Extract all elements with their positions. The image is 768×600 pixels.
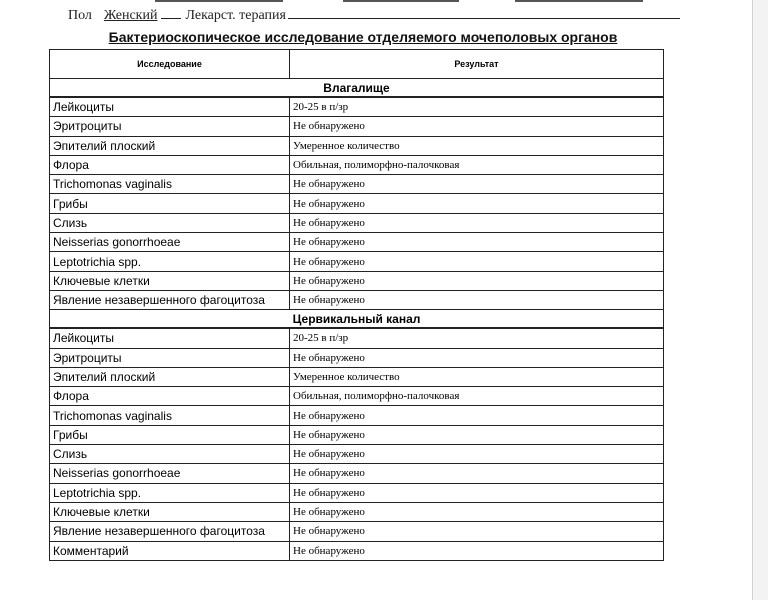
results-table — [49, 49, 664, 561]
study-result: Не обнаружено — [290, 502, 664, 521]
section-title: Цервикальный канал — [50, 310, 664, 329]
study-name: Эпителий плоский — [50, 136, 290, 155]
table-row — [50, 425, 664, 444]
study-result: Не обнаружено — [290, 213, 664, 232]
table-row — [50, 252, 664, 271]
study-result: Обильная, полиморфно-палочковая — [290, 155, 664, 174]
study-name: Trichomonas vaginalis — [50, 406, 290, 425]
table-row — [50, 445, 664, 464]
study-result: Не обнаружено — [290, 233, 664, 252]
sex-label: Пол — [68, 8, 92, 23]
document-title: Бактериоскопическое исследование отделяемого мочеполовых органов — [108, 29, 618, 45]
table-row — [50, 502, 664, 521]
table-row — [50, 175, 664, 194]
study-result: Обильная, полиморфно-палочковая — [290, 387, 664, 406]
top-rule — [343, 0, 459, 2]
table-body — [50, 79, 664, 561]
column-header-study: Исследование — [50, 50, 290, 79]
study-name: Leptotrichia spp. — [50, 252, 290, 271]
top-rule — [515, 0, 643, 2]
study-result: Не обнаружено — [290, 483, 664, 502]
table-row — [50, 155, 664, 174]
table-row — [50, 387, 664, 406]
table-row — [50, 194, 664, 213]
study-name: Leptotrichia spp. — [50, 483, 290, 502]
table-row — [50, 367, 664, 386]
table-row — [50, 522, 664, 541]
sex-value: Женский — [103, 8, 158, 23]
table-row — [50, 406, 664, 425]
study-name: Флора — [50, 155, 290, 174]
study-result: 20-25 в п/зр — [290, 97, 664, 117]
patient-meta — [68, 8, 680, 24]
study-name: Комментарий — [50, 541, 290, 560]
table-row — [50, 233, 664, 252]
table-row — [50, 117, 664, 136]
study-name: Флора — [50, 387, 290, 406]
study-name: Явление незавершенного фагоцитоза — [50, 290, 290, 309]
study-result: Умеренное количество — [290, 367, 664, 386]
study-name: Trichomonas vaginalis — [50, 175, 290, 194]
study-name: Neisserias gonorrhoeae — [50, 464, 290, 483]
study-name: Слизь — [50, 213, 290, 232]
study-name: Явление незавершенного фагоцитоза — [50, 522, 290, 541]
study-result: Не обнаружено — [290, 271, 664, 290]
study-name: Ключевые клетки — [50, 271, 290, 290]
table-row — [50, 464, 664, 483]
study-result: Не обнаружено — [290, 445, 664, 464]
study-name: Слизь — [50, 445, 290, 464]
section-title: Влагалище — [50, 79, 664, 98]
study-name: Эпителий плоский — [50, 367, 290, 386]
study-name: Ключевые клетки — [50, 502, 290, 521]
underline-gap — [161, 18, 181, 19]
section-row — [50, 310, 664, 329]
study-result: Не обнаружено — [290, 175, 664, 194]
study-result: Не обнаружено — [290, 464, 664, 483]
top-rule — [155, 0, 283, 2]
table-row — [50, 328, 664, 348]
study-result: Не обнаружено — [290, 541, 664, 560]
study-name: Эритроциты — [50, 348, 290, 367]
table-row — [50, 136, 664, 155]
table-row — [50, 541, 664, 560]
study-name: Эритроциты — [50, 117, 290, 136]
therapy-label: Лекарст. терапия — [185, 8, 286, 23]
column-header-result: Результат — [290, 50, 664, 79]
table-row — [50, 348, 664, 367]
study-result: Не обнаружено — [290, 522, 664, 541]
table-header-row — [50, 50, 664, 79]
study-result: Не обнаружено — [290, 425, 664, 444]
study-result: 20-25 в п/зр — [290, 328, 664, 348]
table-row — [50, 290, 664, 309]
study-name: Neisserias gonorrhoeae — [50, 233, 290, 252]
study-result: Не обнаружено — [290, 290, 664, 309]
study-name: Грибы — [50, 425, 290, 444]
study-result: Умеренное количество — [290, 136, 664, 155]
table-row — [50, 483, 664, 502]
table-row — [50, 213, 664, 232]
table-row — [50, 271, 664, 290]
study-name: Лейкоциты — [50, 97, 290, 117]
study-result: Не обнаружено — [290, 348, 664, 367]
section-row — [50, 79, 664, 98]
study-name: Лейкоциты — [50, 328, 290, 348]
therapy-field — [288, 8, 680, 19]
study-name: Грибы — [50, 194, 290, 213]
study-result: Не обнаружено — [290, 406, 664, 425]
table-row — [50, 97, 664, 117]
study-result: Не обнаружено — [290, 117, 664, 136]
study-result: Не обнаружено — [290, 252, 664, 271]
study-result: Не обнаружено — [290, 194, 664, 213]
